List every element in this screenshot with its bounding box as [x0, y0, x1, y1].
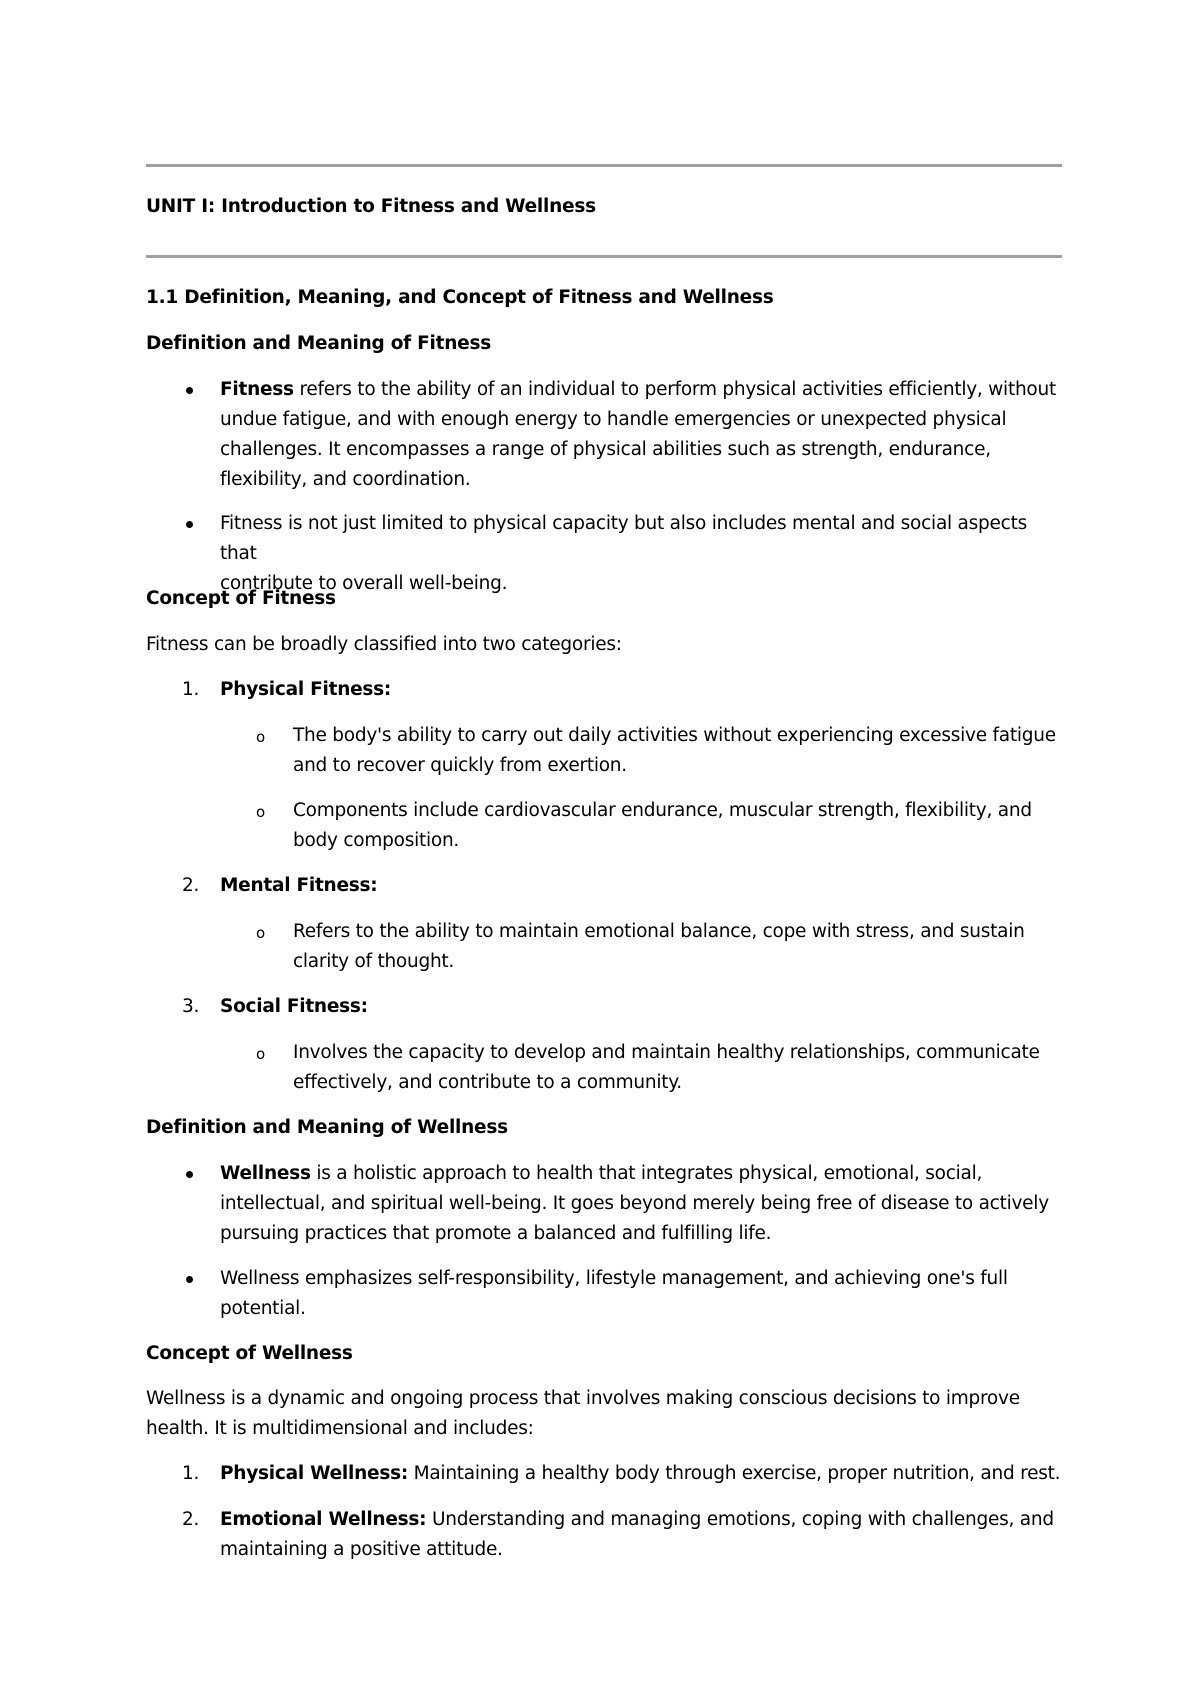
- unit-title: UNIT I: Introduction to Fitness and Wellness: [146, 196, 596, 217]
- bullet-text: [220, 1159, 1066, 1249]
- item-label: Mental Fitness:: [220, 875, 378, 896]
- paragraph: Fitness can be broadly classified into two categories:: [146, 634, 622, 655]
- text-line: Fitness is not just limited to physical capacity but also includes mental and social aspects that: [220, 513, 1027, 564]
- text-line: Understanding and managing emotions, coping with challenges, and: [426, 1509, 1054, 1530]
- circle-bullet-icon: o: [256, 728, 265, 746]
- circle-bullet-icon: o: [256, 924, 265, 942]
- horizontal-rule: [146, 164, 1062, 167]
- circle-bullet-icon: o: [256, 1045, 265, 1063]
- item-text: [220, 1505, 1066, 1565]
- bullet-icon: [186, 387, 193, 394]
- text-line: Maintaining a healthy body through exercise, proper nutrition, and rest.: [408, 1463, 1061, 1484]
- item-label: Emotional Wellness:: [220, 1509, 427, 1530]
- bullet-icon: [186, 1171, 193, 1178]
- heading-wellness-concept: Concept of Wellness: [146, 1343, 353, 1364]
- text-line: flexibility, and coordination.: [220, 469, 471, 490]
- bullet-icon: [186, 521, 193, 528]
- text-line: Refers to the ability to maintain emotional balance, cope with stress, and sustain: [293, 921, 1025, 942]
- circle-bullet-icon: o: [256, 803, 265, 821]
- item-number: 2.: [182, 875, 200, 896]
- term: Fitness: [220, 379, 294, 400]
- text-line: body composition.: [293, 830, 460, 851]
- item-number: 1.: [182, 1463, 200, 1484]
- sub-bullet-text: [293, 917, 1063, 977]
- paragraph: [146, 1384, 1066, 1444]
- bullet-text: [220, 1264, 1066, 1324]
- sub-bullet-text: [293, 721, 1063, 781]
- heading-fitness-definition: Definition and Meaning of Fitness: [146, 333, 491, 354]
- text-line: Components include cardiovascular endurance, muscular strength, flexibility, and: [293, 800, 1032, 821]
- sub-bullet-text: [293, 796, 1063, 856]
- text-line: contribute to overall well-being.: [220, 573, 508, 594]
- bullet-icon: [186, 1276, 193, 1283]
- text-line: Wellness is a dynamic and ongoing process that involves making conscious decisions to improve: [146, 1388, 1020, 1409]
- item-number: 1.: [182, 679, 200, 700]
- heading-fitness-concept: Concept of Fitness: [146, 588, 336, 609]
- item-label: Physical Wellness:: [220, 1463, 408, 1484]
- text-line: is a holistic approach to health that integrates physical, emotional, social,: [310, 1163, 983, 1184]
- horizontal-rule: [146, 255, 1062, 258]
- text-line: health. It is multidimensional and includes:: [146, 1418, 534, 1439]
- text-line: potential.: [220, 1298, 306, 1319]
- text-line: intellectual, and spiritual well-being. It goes beyond merely being free of disease to actively: [220, 1193, 1049, 1214]
- text-line: effectively, and contribute to a community.: [293, 1072, 682, 1093]
- text-line: clarity of thought.: [293, 951, 455, 972]
- bullet-text: [220, 375, 1066, 495]
- term: Wellness: [220, 1163, 311, 1184]
- item-number: 3.: [182, 996, 200, 1017]
- text-line: challenges. It encompasses a range of physical abilities such as strength, endurance,: [220, 439, 991, 460]
- text-line: The body's ability to carry out daily activities without experiencing excessive fatigue: [293, 725, 1056, 746]
- text-line: maintaining a positive attitude.: [220, 1539, 503, 1560]
- text-line: Wellness emphasizes self-responsibility, lifestyle management, and achieving one's full: [220, 1268, 1008, 1289]
- item-label: Physical Fitness:: [220, 679, 392, 700]
- sub-bullet-text: [293, 1038, 1063, 1098]
- text-line: Involves the capacity to develop and maintain healthy relationships, communicate: [293, 1042, 1040, 1063]
- heading-wellness-definition: Definition and Meaning of Wellness: [146, 1117, 508, 1138]
- text-line: pursuing practices that promote a balanced and fulfilling life.: [220, 1223, 772, 1244]
- text-line: refers to the ability of an individual to perform physical activities efficiently, without: [293, 379, 1056, 400]
- text-line: and to recover quickly from exertion.: [293, 755, 627, 776]
- item-label: Social Fitness:: [220, 996, 368, 1017]
- item-number: 2.: [182, 1509, 200, 1530]
- item-text: [220, 1459, 1066, 1489]
- text-line: undue fatigue, and with enough energy to handle emergencies or unexpected physical: [220, 409, 1007, 430]
- section-title: 1.1 Definition, Meaning, and Concept of Fitness and Wellness: [146, 287, 774, 308]
